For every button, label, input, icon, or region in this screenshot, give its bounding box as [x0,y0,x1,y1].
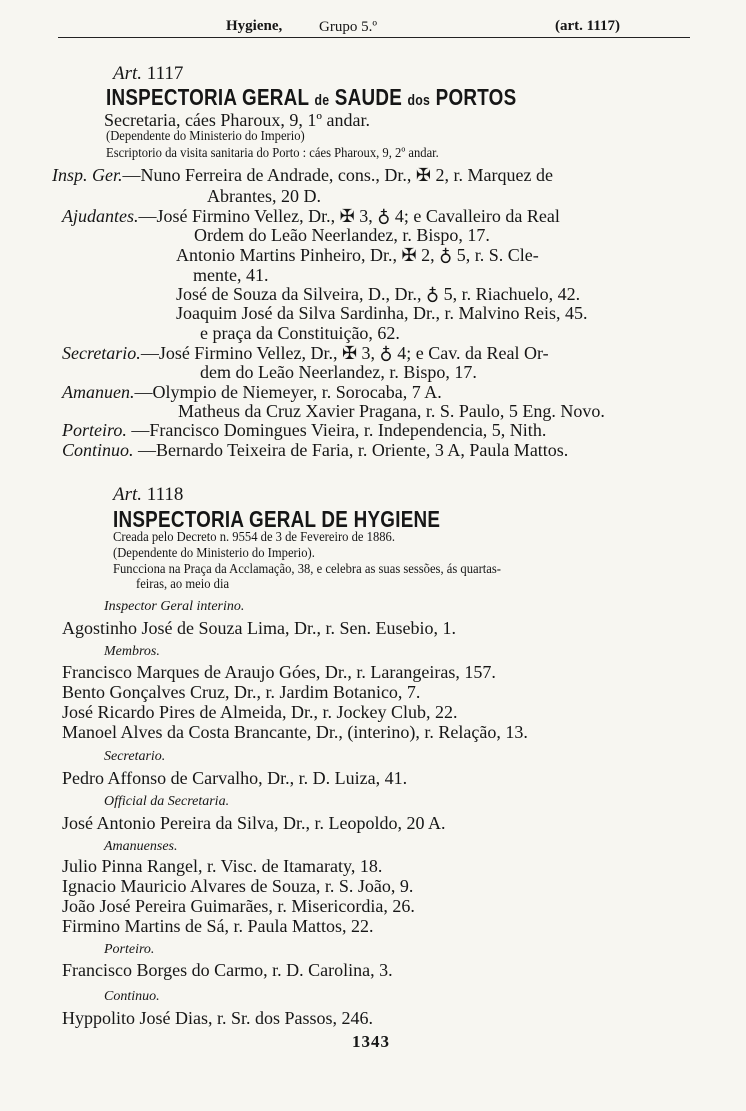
running-header-group: Grupo 5.º [319,19,377,35]
entry-ajudante-4: Joaquim José da Silva Sardinha, Dr., r. Malvino Reis, 45. [176,303,588,323]
entry-ajudantes: Ajudantes.—José Firmino Vellez, Dr., ✠ 3, ♁ 4; e Cavalleiro da Real [62,206,560,226]
name-membro-3: José Ricardo Pires de Almeida, Dr., r. Jockey Club, 22. [62,702,458,722]
art1117-dependency: (Dependente do Ministerio do Imperio) [106,129,305,144]
section-heading-inspector: Inspector Geral interino. [104,599,245,614]
entry-amanuen: Amanuen.—Olympio de Niemeyer, r. Sorocaba, 7 A. [62,382,442,402]
header-rule [58,37,690,38]
art1118-sessions: Funcciona na Praça da Acclamação, 38, e celebra as suas sessões, ás quartas- [113,562,501,577]
entry-amanuen-2: Matheus da Cruz Xavier Pragana, r. S. Paulo, 5 Eng. Novo. [178,401,605,421]
entry-secretario: Secretario.—José Firmino Vellez, Dr., ✠ 3, ♁ 4; e Cav. da Real Or- [62,343,549,363]
name-membro-2: Bento Gonçalves Cruz, Dr., r. Jardim Botanico, 7. [62,682,421,702]
section-heading-porteiro: Porteiro. [104,942,155,957]
section-heading-continuo: Continuo. [104,989,160,1004]
page-number: 1343 [352,1032,390,1051]
running-header-article: (art. 1117) [555,18,620,34]
name-membro-1: Francisco Marques de Araujo Góes, Dr., r. Larangeiras, 157. [62,662,496,682]
name-amanuense-3: João José Pereira Guimarães, r. Misericordia, 26. [62,896,415,916]
entry-continuo: Continuo. —Bernardo Teixeira de Faria, r. Oriente, 3 A, Paula Mattos. [62,440,569,460]
name-amanuense-1: Julio Pinna Rangel, r. Visc. de Itamaraty, 18. [62,856,383,876]
entry-insp-ger: Insp. Ger.—Nuno Ferreira de Andrade, cons., Dr., ✠ 2, r. Marquez de [52,165,553,185]
article-label-1118: Art. 1118 [113,484,184,505]
art1117-address: Secretaria, cáes Pharoux, 9, 1º andar. [104,110,370,130]
name-membro-4: Manoel Alves da Costa Brancante, Dr., (interino), r. Relação, 13. [62,722,528,742]
art1118-decree: Creada pelo Decreto n. 9554 de 3 de Fevereiro de 1886. [113,530,396,545]
entry-secretario-cont: dem do Leão Neerlandez, r. Bispo, 17. [200,362,477,382]
section-heading-membros: Membros. [104,644,160,659]
name-secretario: Pedro Affonso de Carvalho, Dr., r. D. Luiza, 41. [62,768,408,788]
entry-insp-ger-cont: Abrantes, 20 D. [207,186,321,206]
name-amanuense-4: Firmino Martins de Sá, r. Paula Mattos, 22. [62,916,374,936]
section-heading-secretario: Secretario. [104,749,166,764]
art1117-office: Escriptorio da visita sanitaria do Porto : cáes Pharoux, 9, 2º andar. [106,146,439,161]
entry-ajudante-4-cont: e praça da Constituição, 62. [200,323,400,343]
entry-ajudantes-cont: Ordem do Leão Neerlandez, r. Bispo, 17. [194,225,490,245]
entry-porteiro: Porteiro. —Francisco Domingues Vieira, r. Independencia, 5, Nith. [62,420,547,440]
name-official: José Antonio Pereira da Silva, Dr., r. Leopoldo, 20 A. [62,813,446,833]
name-porteiro: Francisco Borges do Carmo, r. D. Carolina, 3. [62,960,393,980]
article-label-1117: Art. 1117 [113,63,184,84]
article-title-1118: INSPECTORIA GERAL DE HYGIENE [113,506,441,532]
entry-ajudante-2: Antonio Martins Pinheiro, Dr., ✠ 2, ♁ 5, r. S. Cle- [176,245,539,265]
art1118-dependency: (Dependente do Ministerio do Imperio). [113,546,315,561]
art1118-sessions-cont: feiras, ao meio dia [136,577,230,592]
article-title-1117: INSPECTORIA GERAL de SAUDE dos PORTOS [106,84,517,110]
name-amanuense-2: Ignacio Mauricio Alvares de Souza, r. S. João, 9. [62,876,414,896]
section-heading-official: Official da Secretaria. [104,794,230,809]
section-heading-amanuenses: Amanuenses. [104,839,178,854]
name-inspector: Agostinho José de Souza Lima, Dr., r. Sen. Eusebio, 1. [62,618,456,638]
entry-ajudante-2-cont: mente, 41. [193,265,269,285]
entry-ajudante-3: José de Souza da Silveira, D., Dr., ♁ 5, r. Riachuelo, 42. [176,284,581,304]
running-header-title: Hygiene, [226,18,283,34]
name-continuo: Hyppolito José Dias, r. Sr. dos Passos, 246. [62,1008,374,1028]
